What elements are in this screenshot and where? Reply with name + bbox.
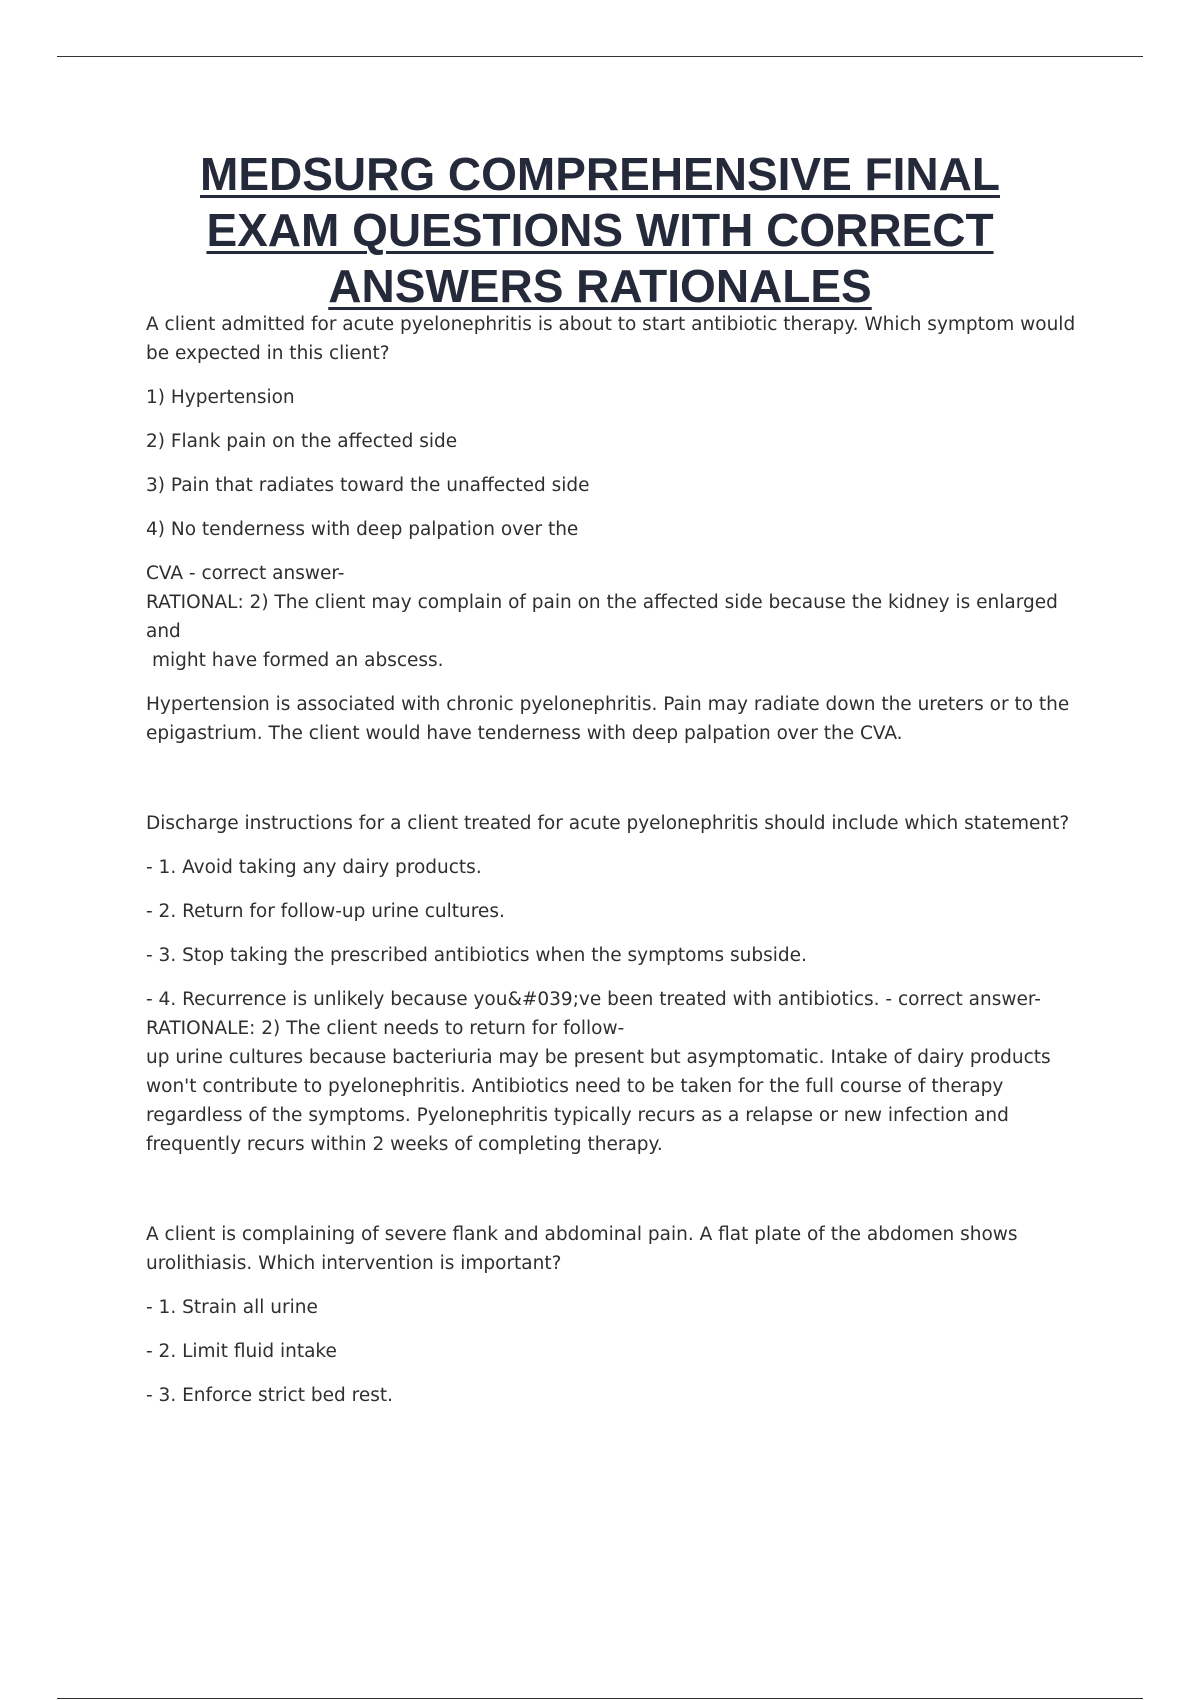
- question-2-text: Discharge instructions for a client treated for acute pyelonephritis should include which statement?: [146, 813, 1070, 834]
- question-1-rationale-continued: might have formed an abscess.: [152, 650, 444, 671]
- bottom-divider: [57, 1698, 1143, 1699]
- question-1-option-3: 3) Pain that radiates toward the unaffected side: [146, 475, 590, 496]
- top-divider: [57, 56, 1143, 57]
- question-1-option-1: 1) Hypertension: [146, 387, 295, 408]
- question-2-option-4: - 4. Recurrence is unlikely because you&#039;ve been treated with antibiotics. - correct answer-: [146, 989, 1041, 1010]
- question-1-option-2: 2) Flank pain on the affected side: [146, 431, 458, 452]
- question-2-option-1: - 1. Avoid taking any dairy products.: [146, 857, 482, 878]
- question-1-option-4: 4) No tenderness with deep palpation over the: [146, 519, 579, 540]
- question-2-rationale: RATIONALE: 2) The client needs to return for follow-: [146, 1018, 625, 1039]
- question-2-rationale-continued: up urine cultures because bacteriuria may be present but asymptomatic. Intake of dairy products won't contribute to pyelonephritis. Antibiotics need to be taken for the full course of therapy regardless of the symptoms. Pyelonephritis typically recurs as a relapse or new infection and frequently recurs within 2 weeks of completing therapy.: [146, 1047, 1051, 1155]
- document-body: [146, 310, 1091, 1410]
- question-3-option-2: - 2. Limit fluid intake: [146, 1341, 337, 1362]
- question-1-text: A client admitted for acute pyelonephritis is about to start antibiotic therapy. Which symptom would be expected in this client?: [146, 314, 1076, 364]
- question-2-option-2: - 2. Return for follow-up urine cultures.: [146, 901, 505, 922]
- question-1-answer-line: CVA - correct answer-: [146, 563, 345, 584]
- question-1-rationale: RATIONAL: 2) The client may complain of pain on the affected side because the kidney is enlarged and: [146, 592, 1058, 642]
- document-title: MEDSURG COMPREHENSIVE FINAL EXAM QUESTIONS WITH CORRECT ANSWERS RATIONALES: [200, 148, 1000, 312]
- question-2-option-3: - 3. Stop taking the prescribed antibiotics when the symptoms subside.: [146, 945, 807, 966]
- question-3-option-1: - 1. Strain all urine: [146, 1297, 318, 1318]
- question-3-option-3: - 3. Enforce strict bed rest.: [146, 1385, 394, 1406]
- question-3-text: A client is complaining of severe flank and abdominal pain. A flat plate of the abdomen shows urolithiasis. Which intervention is important?: [146, 1224, 1018, 1274]
- question-1-rationale-detail: Hypertension is associated with chronic pyelonephritis. Pain may radiate down the ureters or to the epigastrium. The client would have tenderness with deep palpation over the CVA.: [146, 694, 1070, 744]
